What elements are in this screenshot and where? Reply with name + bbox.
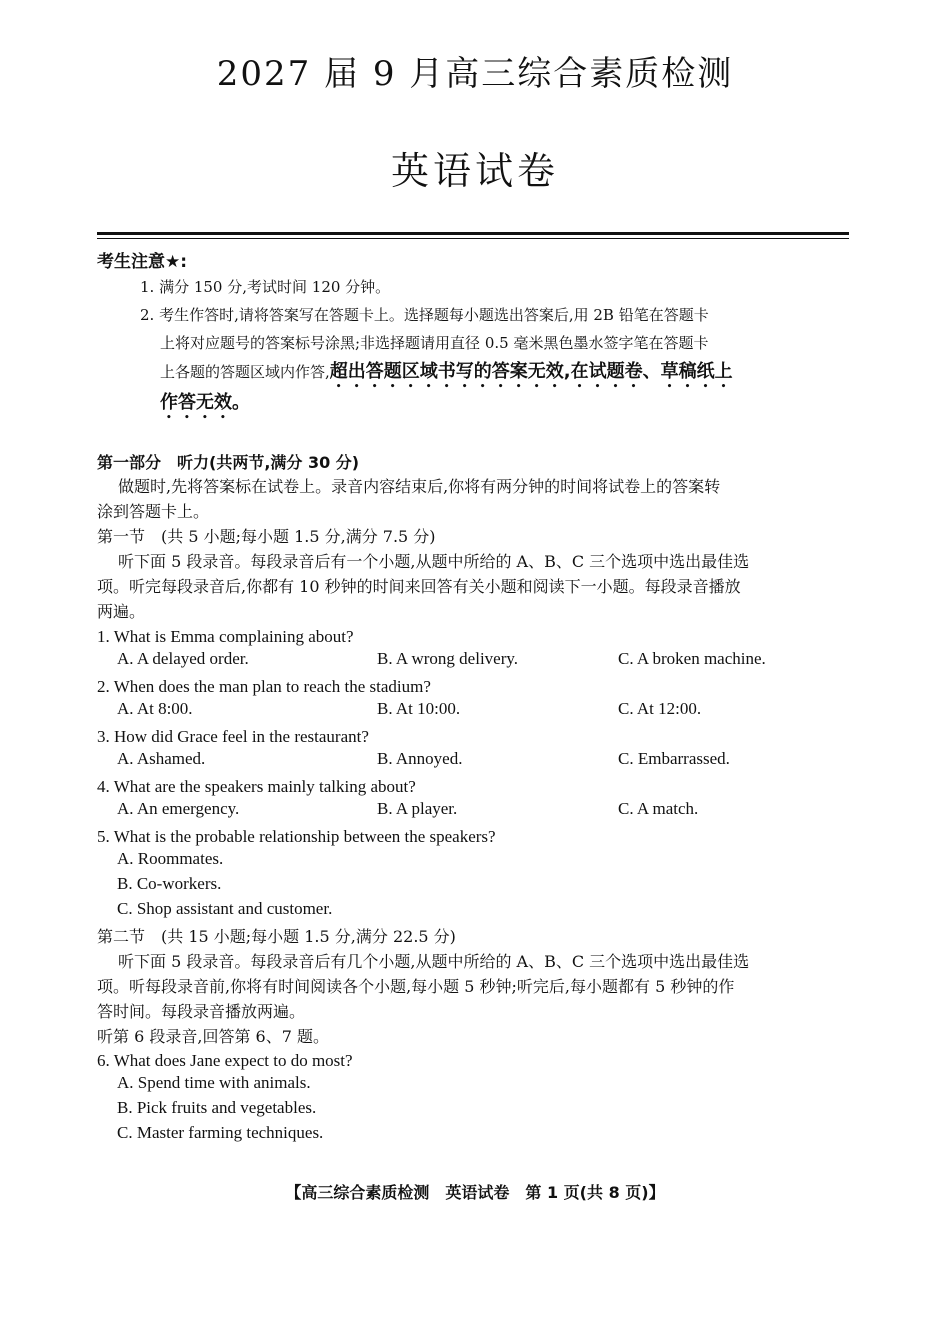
section2-intro-line-3: 答时间。每段录音播放两遍。	[97, 1002, 306, 1021]
section2-intro-line-2: 项。听每段录音前,你将有时间阅读各个小题,每小题 5 秒钟;听完后,每小题都有 5 秒钟的作	[97, 977, 735, 996]
question-4: 4. What are the speakers mainly talking about?	[97, 777, 416, 796]
part1-intro-line-2: 涂到答题卡上。	[97, 502, 210, 521]
section2-sub-instruction: 听第 6 段录音,回答第 6、7 题。	[97, 1027, 329, 1046]
q4-option-b: B. A player.	[377, 799, 458, 818]
notice-item-2-line-3-plain: 上各题的答题区域内作答,	[160, 363, 330, 381]
section1-intro-line-1: 听下面 5 段录音。每段录音后有一个小题,从题中所给的 A、B、C 三个选项中选出最佳选	[118, 552, 750, 571]
q4-option-c: C. A match.	[618, 799, 699, 818]
header-rule-thick	[97, 232, 849, 235]
notice-item-2-line-4	[160, 390, 250, 423]
notice-item-1: 1. 满分 150 分,考试时间 120 分钟。	[140, 278, 391, 296]
q6-option-b: B. Pick fruits and vegetables.	[117, 1098, 317, 1117]
q1-option-b: B. A wrong delivery.	[377, 649, 519, 668]
q1-option-a: A. A delayed order.	[117, 649, 249, 668]
notice-emphasis-1: 超出答题区域书写的答案无效,在试题卷、草稿纸上	[329, 361, 733, 382]
q3-option-c: C. Embarrassed.	[618, 749, 730, 768]
q4-option-a: A. An emergency.	[117, 799, 240, 818]
notice-heading: 考生注意★:	[97, 252, 188, 272]
section1-intro-line-2: 项。听完每段录音后,你都有 10 秒钟的时间来回答有关小题和阅读下一小题。每段录音播放	[97, 577, 741, 596]
part1-intro-line-1: 做题时,先将答案标在试卷上。录音内容结束后,你将有两分钟的时间将试卷上的答案转	[118, 477, 721, 496]
q2-option-a: A. At 8:00.	[117, 699, 193, 718]
section2-heading: 第二节 (共 15 小题;每小题 1.5 分,满分 22.5 分)	[97, 927, 456, 946]
question-2: 2. When does the man plan to reach the stadium?	[97, 677, 431, 696]
q6-option-a: A. Spend time with animals.	[117, 1073, 311, 1092]
exam-title: 2027 届 9 月高三综合素质检测	[216, 54, 734, 94]
question-6: 6. What does Jane expect to do most?	[97, 1051, 353, 1070]
subject-title: 英语试卷	[390, 149, 559, 193]
notice-item-2-line-2: 上将对应题号的答案标号涂黑;非选择题请用直径 0.5 毫米黑色墨水签字笔在答题卡	[160, 334, 709, 352]
question-5: 5. What is the probable relationship between the speakers?	[97, 827, 496, 846]
q2-option-b: B. At 10:00.	[377, 699, 461, 718]
part1-heading: 第一部分 听力(共两节,满分 30 分)	[97, 453, 360, 472]
section2-intro-line-1: 听下面 5 段录音。每段录音后有几个小题,从题中所给的 A、B、C 三个选项中选出最佳选	[118, 952, 750, 971]
notice-item-2-line-3	[160, 359, 733, 392]
section1-intro-line-3: 两遍。	[97, 602, 146, 621]
q3-option-b: B. Annoyed.	[377, 749, 463, 768]
q2-option-c: C. At 12:00.	[618, 699, 702, 718]
q3-option-a: A. Ashamed.	[117, 749, 206, 768]
q5-option-b: B. Co-workers.	[117, 874, 222, 893]
section1-heading: 第一节 (共 5 小题;每小题 1.5 分,满分 7.5 分)	[97, 527, 436, 546]
q5-option-a: A. Roommates.	[117, 849, 224, 868]
q6-option-c: C. Master farming techniques.	[117, 1123, 324, 1142]
page-footer: 【高三综合素质检测 英语试卷 第 1 页(共 8 页)】	[285, 1183, 665, 1202]
notice-emphasis-2: 作答无效。	[160, 392, 250, 413]
q5-option-c: C. Shop assistant and customer.	[117, 899, 333, 918]
question-3: 3. How did Grace feel in the restaurant?	[97, 727, 369, 746]
header-rule-thin	[97, 238, 849, 239]
q1-option-c: C. A broken machine.	[618, 649, 766, 668]
question-1: 1. What is Emma complaining about?	[97, 627, 354, 646]
notice-item-2-line-1: 2. 考生作答时,请将答案写在答题卡上。选择题每小题选出答案后,用 2B 铅笔在答题卡	[140, 306, 709, 324]
